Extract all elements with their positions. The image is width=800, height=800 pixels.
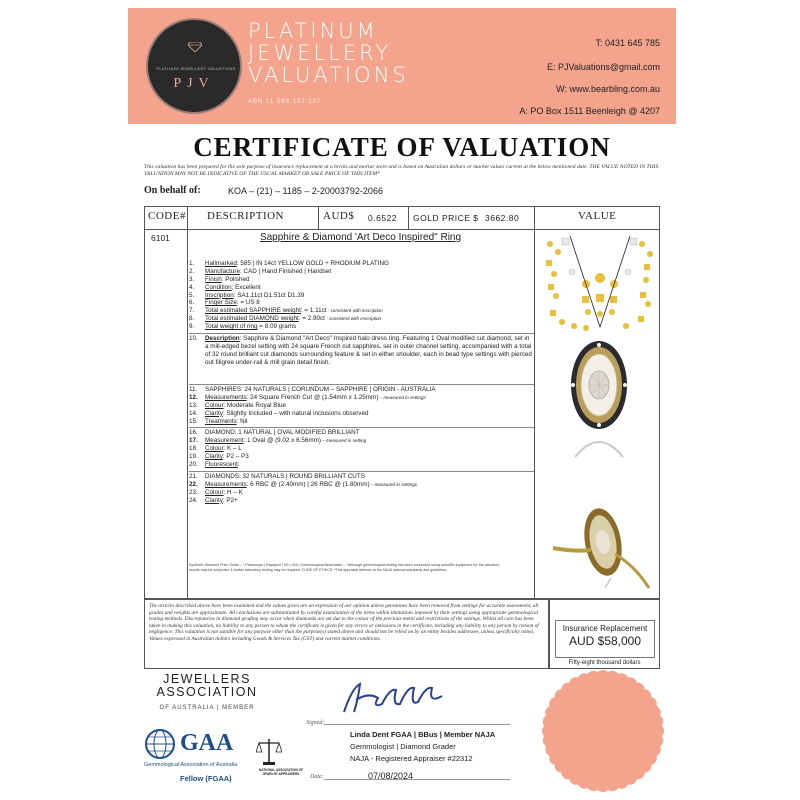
description-header: DESCRIPTION [207, 210, 285, 222]
naja-logo-text: NATIONAL ASSOCIATION OF JEWELRY APPRAISERS [258, 768, 304, 776]
gold-price-value: 3662.80 [485, 213, 520, 223]
intro-statement: This valuation has been prepared for the sole purpose of insurance replacement at a bricks and mortar store and is based on Australian dollars or market values current at the below mentioned date. THE VALUE NOTED IN THIS VALUATION MAY NOT BE INDICATIVE OF THE USUAL MARKET OR SALE PRICE OF THIS ITEM* [144, 164, 659, 177]
detail-row: 8. Total estimated DIAMOND weight: = 2.90ct - consistent with inscription [189, 315, 382, 323]
pjv-logo [146, 18, 242, 114]
detail-row: 20. Fluorescent: [189, 461, 240, 469]
detail-row: 15. Treatments: Nil [189, 417, 248, 425]
contact-web[interactable]: W: www.bearbling.com.au [556, 84, 660, 94]
brand-name [248, 20, 409, 86]
brand-line-2: JEWELLERY [248, 41, 392, 65]
detail-row: 23. Colour: H – K [189, 488, 243, 496]
insurance-amount-words: Fifty-eight thousand dollars [568, 660, 641, 666]
value-header: VALUE [578, 210, 617, 222]
aud-value: 0.6522 [368, 213, 397, 223]
disclaimer: The articles described above have been examined and the values given are an expression of our opinion unless gemstones have been removed from settings for accurate assessment, all grades and weights are approximate. All conclusions are substantiated by careful examination of the items within limitations imposed by their settings using appropriate gemmological testing methods. Discrepancies in diamond grading may occur when diamonds are set due to the colour of the precious metal and restrictions of the settings. Whilst all care has been taken in making this valuation, no liability to any person to whom the certificate is given for any errors or omissions in the certificate, including any liability to any person by reason of negligence. This valuation is not suitable for any purpose other than the purpose(s) stated above and should not be relied on by an entity besides addressee, unless specifically noted. Values expressed in Australian dollars including Goods & Services Tax (GST) and current market conditions. [144, 599, 549, 669]
ring-side-photo [545, 492, 655, 592]
valuation-date: 07/08/2024 [368, 771, 414, 781]
gaa-full-name: Gemmological Association of Australia [144, 762, 238, 768]
diamond-icon [188, 42, 202, 52]
detail-row: 7. Total estimated SAPPHIRE weight: = 1.11ct - consistent with inscription [189, 307, 383, 315]
detail-row: 6. Finger Size: = US 8 [189, 299, 260, 307]
contact-address: A: PO Box 1511 Beenleigh @ 4207 [519, 106, 660, 116]
ja-line-1: JEWELLERS [163, 672, 251, 686]
detail-row: 12. Measurements: 24 Square French Cut @ (1.54mm x 1.25mm) – measured in settings [189, 393, 426, 401]
detail-row: 1. Hallmarked: 585 | IN 14ct YELLOW GOLD + RHODIUM PLATING [189, 260, 389, 267]
gold-price-label: GOLD PRICE $ [413, 213, 479, 223]
brand-line-3: VALUATIONS [248, 63, 409, 87]
sapphire-heading: 11. SAPPHIRES: 24 NATURALS | CORUNDUM – SAPPHIRE | ORIGIN - AUSTRALIA [189, 386, 436, 394]
letterhead [128, 8, 676, 124]
certificate-title: CERTIFICATE OF VALUATION [193, 132, 611, 162]
detail-row: 5. Inscription: SA1.11ct D1.51ct D1.39 [189, 291, 305, 299]
detail-row: 22. Measurements: 6 RBC @ (2.40mm) | 26 RBC @ (1.80mm) – measured in settings [189, 480, 418, 488]
valuation-table [144, 206, 660, 599]
ja-line-2: ASSOCIATION [156, 685, 258, 699]
detail-row: 3. Finish: Polished [189, 275, 250, 283]
abn-number: ABN 11 598 192 127 [248, 99, 322, 105]
insurance-panel [549, 599, 660, 669]
appraiser-registration: NAJA - Registered Appraiser #22312 [350, 754, 473, 763]
jewellers-association-logo [142, 673, 272, 699]
signed-label: Signed: [306, 720, 325, 726]
gaa-globe-icon [144, 728, 176, 760]
ring-top-photo [551, 339, 647, 431]
on-behalf-value: KOA – (21) – 1185 – 2-20003792-2066 [228, 186, 383, 196]
appraiser-role: Gemmologist | Diamond Grader [350, 742, 456, 751]
scales-icon [256, 736, 282, 766]
detail-row: 9. Total weight of ring = 8.09 grams [189, 323, 297, 331]
detail-row: 4. Condition: Excellent [189, 283, 261, 291]
item-title: Sapphire & Diamond 'Art Deco Inspired" Ring [259, 232, 462, 243]
logo-initials: PJV [173, 76, 215, 91]
detail-row: 19. Clarity: P2 – P3 [189, 453, 249, 461]
item-details [189, 260, 534, 504]
embossed-seal [538, 666, 668, 796]
gemstones-photo [542, 232, 658, 336]
insurance-box [555, 620, 655, 658]
diamond-center-heading: 16. DIAMOND: 1 NATURAL | OVAL MODIFIED BRILLIANT [189, 429, 360, 437]
contact-email[interactable]: E: PJValuations@gmail.com [546, 62, 660, 72]
ja-member-text: OF AUSTRALIA | MEMBER [159, 705, 255, 711]
description-paragraph: 10. Description: Sapphire & Diamond "Art Deco" Inspired halo dress ring. Featuring 1 Oval modified cut diamond, set in a mill-edged bezel setting with 24 square French cut sapphires, set in outer channel setting, accompanied with a total of 32 round brilliant cut diamonds surrounding feature & set in either shoulder, each in bead type settings with pierced out filigree under-rail & mill grain detail finish. [189, 335, 532, 366]
aud-label: AUD$ [323, 210, 355, 222]
detail-row: 17. Measurement: 1 Oval @ (9.02 x 6.56mm) – measured in setting [189, 437, 367, 445]
signature [338, 678, 448, 718]
certificate [128, 8, 676, 792]
insurance-amount: AUD $58,000 [568, 634, 642, 648]
on-behalf-label: On behalf of: [144, 185, 201, 196]
logo-ring-text: PLATINUM JEWELLERY VALUATIONS [156, 66, 236, 71]
brand-line-1: PLATINUM [248, 19, 378, 43]
detail-row: 24. Clarity: P2+ [189, 496, 238, 504]
date-label: Date: [310, 774, 324, 780]
fine-print: Synthetic Diamond Price Guide – * Pricescope | Rapaport | IGI | GIA | Gemmological Association – *Although gemmological testing has been conducted using scientific equipment for the valuation, results may be subjective & further laboratory testing may be required. CODE OF ETHICS: *This appraisal adheres to the NAJA national standards and guidelines. [189, 563, 500, 572]
ring-band-photo [569, 433, 629, 461]
insurance-label: Insurance Replacement [562, 624, 648, 633]
detail-row: 2. Manufacture: CAD | Hand Finished | Handset [189, 267, 332, 275]
gaa-logo-text: GAA [180, 730, 234, 756]
gaa-fellow-badge: Fellow (FGAA) [180, 774, 232, 783]
contact-phone: T: 0431 645 785 [595, 38, 660, 48]
detail-row: 18. Colour: K – L [189, 445, 242, 453]
appraiser-name: Linda Dent FGAA | BBus | Member NAJA [350, 730, 496, 739]
detail-row: 13. Colour: Moderate Royal Blue [189, 401, 286, 409]
item-code: 6101 [151, 233, 170, 243]
detail-row: 14. Clarity: Slightly Included – with natural inclusions observed [189, 409, 369, 417]
diamonds-side-heading: 21. DIAMONDS: 32 NATURALS | ROUND BRILLIANT CUTS [189, 472, 365, 480]
code-header: CODE# [148, 210, 186, 222]
